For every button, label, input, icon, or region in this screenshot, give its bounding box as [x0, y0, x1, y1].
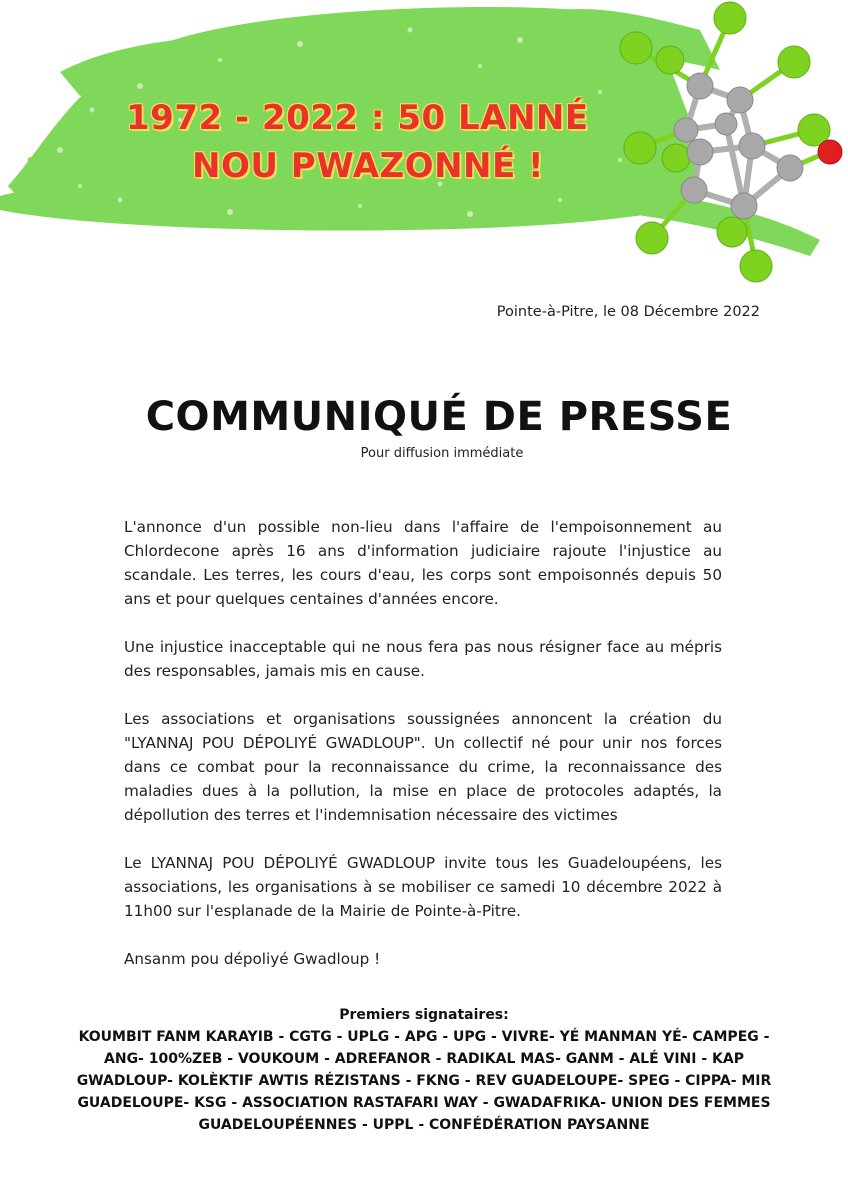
page-title: COMMUNIQUÉ DE PRESSE: [145, 394, 733, 440]
date-line: Pointe-à-Pitre, le 08 Décembre 2022: [496, 304, 760, 320]
closing-slogan: Ansanm pou dépoliyé Gwadloup !: [124, 950, 381, 968]
page-subtitle: Pour diffusion immédiate: [360, 446, 524, 461]
signatories-block: [70, 1004, 778, 1136]
body-paragraph: Le LYANNAJ POU DÉPOLIYÉ GWADLOUP invite tous les Guadeloupéens, les associations, les organisations à se mobiliser ce samedi 10 décembre 2022 à 11h00 sur l'esplanade de la Mairie de Pointe-à-Pitre.: [124, 854, 722, 920]
press-release-body: [124, 515, 722, 971]
signatories-heading: Premiers signataires:: [339, 1007, 509, 1023]
body-paragraph: Une injustice inacceptable qui ne nous fera pas nous résigner face au mépris des responsables, jamais mis en cause.: [124, 638, 722, 680]
banner-headline-line-2: NOU PWAZONNÉ !: [192, 146, 545, 186]
signatories-list: KOUMBIT FANM KARAYIB - CGTG - UPLG - APG - UPG - VIVRE- YÉ MANMAN YÉ- CAMPEG - ANG- 100%ZEB - VOUKOUM - ADREFANOR - RADIKAL MAS- GANM - ALÉ VINI - KAP GWADLOUP- KOLÈKTIF AWTIS RÉZISTANS - FKNG - REV GUADELOUPE- SPEG - CIPPA- MIR GUADELOUPE- KSG - ASSOCIATION RASTAFARI WAY - GWADAFRIKA- UNION DES FEMMES GUADELOUPÉENNES - UPPL - CONFÉDÉRATION PAYSANNE: [76, 1029, 772, 1133]
body-paragraph: Les associations et organisations soussignées annoncent la création du "LYANNAJ POU DÉPOLIYÉ GWADLOUP". Un collectif né pour unir nos forces dans ce combat pour la reconnaissance du crime, la reconnaissance des maladies dues à la pollution, la mise en place de protocoles adaptés, la dépollution des terres et l'indemnisation nécessaire des victimes: [124, 710, 722, 824]
body-paragraph: L'annonce d'un possible non-lieu dans l'affaire de l'empoisonnement au Chlordecone après 16 ans d'information judiciaire rajoute l'injustice au scandale. Les terres, les cours d'eau, les corps sont empoisonnés depuis 50 ans et pour quelques centaines d'années encore.: [124, 518, 722, 608]
banner-headline-line-1: 1972 - 2022 : 50 LANNÉ: [126, 98, 589, 138]
